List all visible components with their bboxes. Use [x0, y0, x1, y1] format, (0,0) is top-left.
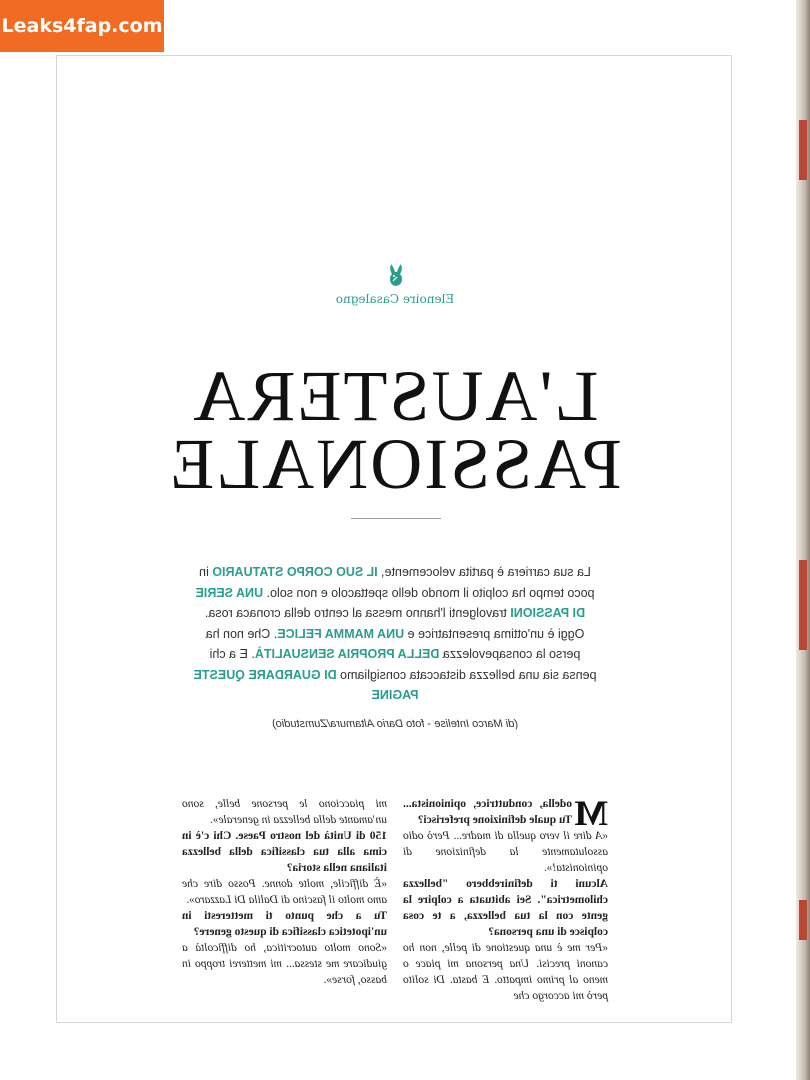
lead-text: in poco tempo ha colpito il mondo dello spettacolo e non solo.: [199, 565, 595, 600]
interview-answer: [182, 940, 387, 988]
title-divider: [351, 518, 441, 519]
article-column-right: [182, 796, 387, 988]
lead-text: La sua carriera è partita velocemente,: [377, 565, 591, 579]
paragraph-text: «Per me è una questione di pelle, non ho canoni precisi. Una persona mi piace o meno al primo impatto. E basta. Di solito però mi accorgo che: [403, 942, 608, 1002]
next-page-edge: [796, 0, 810, 1080]
interview-answer: [403, 940, 608, 1004]
magazine-page: [56, 55, 732, 1023]
paragraph-text: «Sono molto autocritica, ho difficoltà a giudicare me stessa... mi metterei troppo in basso, forse».: [182, 942, 387, 986]
paragraph-text: «A dire il vero quella di madre... Però odio assolutamente la definizione di opinionista!».: [403, 830, 608, 874]
article-kicker: Elenoire Casalegno: [335, 292, 455, 306]
lead-text: travolgenti l'hanno messa al centro della cronaca rosa. Oggi è un'ottima presentatrice e: [204, 606, 585, 641]
title-line: L'AUSTERA: [191, 356, 599, 436]
paragraph-text: 150 di Unità del nostro Paese. Chi c'è in cima alla tua classifica della bellezza italiana nella storia?: [182, 830, 387, 874]
lead-highlight: DELLA PROPRIA SENSUALITÀ: [254, 647, 440, 661]
article-lead: [193, 562, 597, 706]
title-line: PASSIONALE: [168, 424, 622, 504]
edge-color-strip: [799, 900, 807, 940]
article-column-left: [403, 793, 608, 1004]
paragraph-text: Alcuni ti definirebbero "bellezza chilometrica". Sei abituata a colpire la gente con la tua bellezza, a te cosa colpisce di una persona?: [403, 878, 608, 938]
paragraph-text: «È difficile, molte donne. Posso dire che amo molto il fascino di Dalila Di Lazzaro».: [182, 878, 387, 906]
article-credit: (di Marco Intelise - foto Dario Altamura/Zumstudio): [272, 718, 518, 730]
interview-question: [403, 793, 608, 833]
lead-text: . Che non ha perso la consapevolezza: [205, 626, 581, 661]
watermark-badge: Leaks4fap.com: [0, 0, 164, 52]
paragraph-text: mi piacciono le persone belle, sono un'amante della bellezza in generale».: [182, 798, 387, 826]
interview-answer: [182, 876, 387, 908]
edge-color-strip: [799, 560, 807, 650]
rabbit-head-logo-icon: [385, 262, 407, 288]
article-title: [57, 356, 733, 504]
interview-answer: [182, 796, 387, 828]
lead-highlight: IL SUO CORPO STATUARIO: [212, 565, 378, 579]
interview-question: [403, 876, 608, 940]
interview-question: [182, 908, 387, 940]
paragraph-text: odella, conduttrice, opinionista... Tu quale definizione preferisci?: [403, 798, 573, 826]
mirrored-content: [57, 56, 733, 1024]
lead-highlight: UNA MAMMA FELICE: [277, 626, 405, 641]
lead-highlight: DI GUARDARE QUESTE PAGINE: [193, 667, 419, 702]
lead-text: . E a chi pensa sia una bellezza distaccata consigliamo: [209, 647, 597, 682]
edge-color-strip: [799, 120, 807, 180]
lead-highlight: UNA SERIE DI PASSIONI: [195, 585, 586, 620]
drop-cap: M: [574, 793, 608, 833]
interview-question: [182, 828, 387, 876]
interview-answer: [403, 828, 608, 876]
paragraph-text: Tu a che punto ti metteresti in un'ipotetica classifica di questo genere?: [182, 910, 387, 938]
